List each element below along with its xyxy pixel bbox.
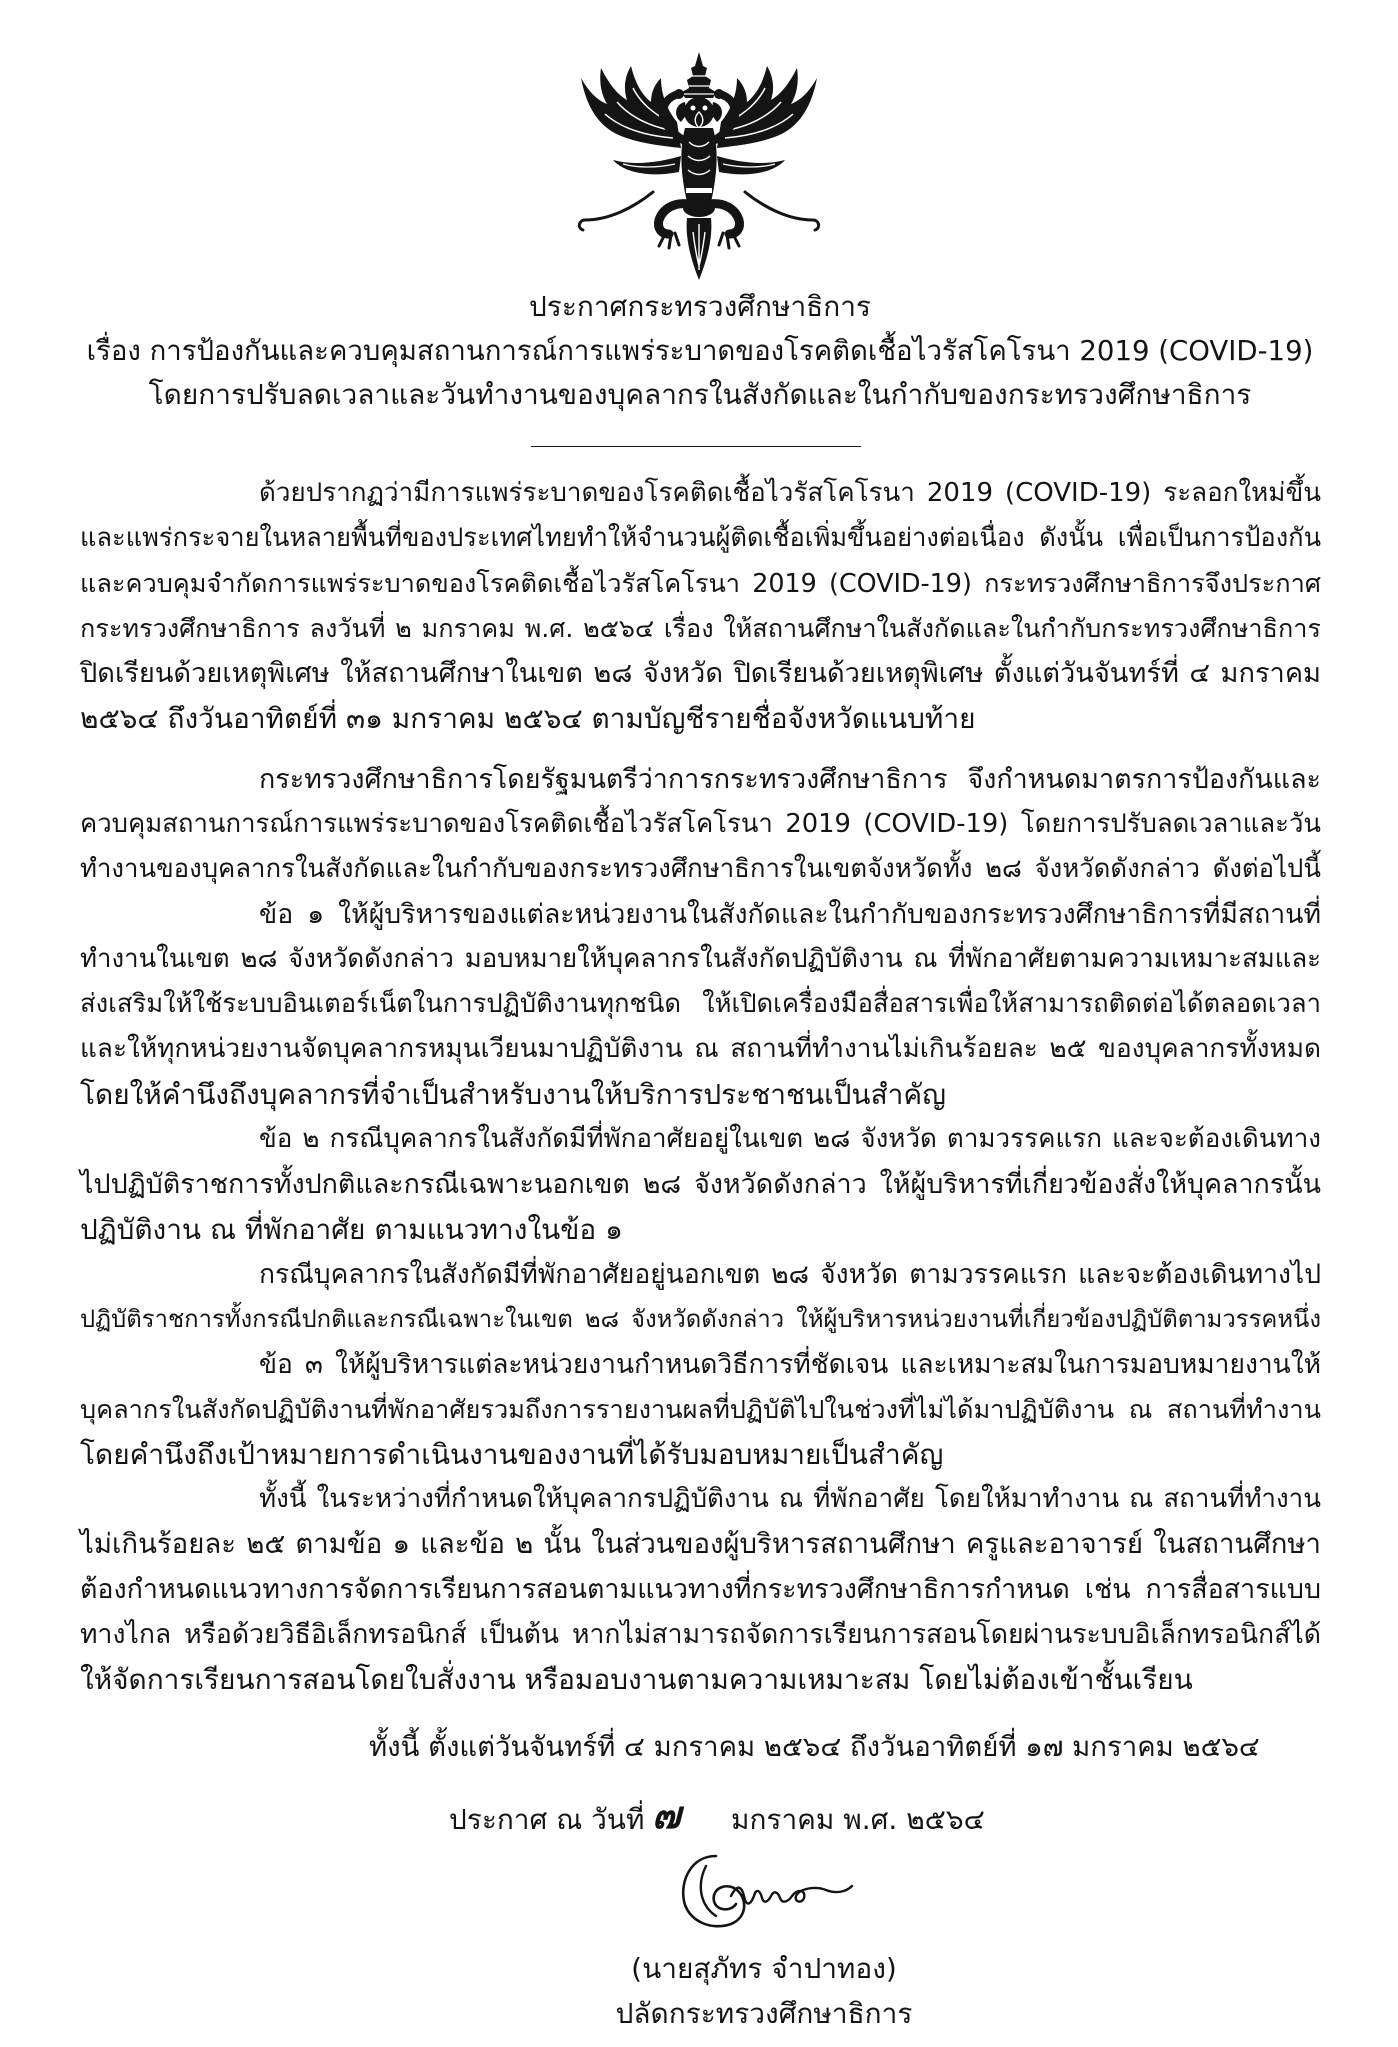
paragraph-line: ส่งเสริมให้ใช้ระบบอินเตอร์เน็ตในการปฏิบัติงานทุกชนิด ให้เปิดเครื่องมือสื่อสารเพื่อให้สามารถติดต่อได้ตลอดเวลา	[80, 989, 1321, 1019]
garuda-emblem	[569, 52, 829, 282]
paragraph-line: กรณีบุคลากรในสังกัดมีที่พักอาศัยอยู่นอกเขต ๒๘ จังหวัด ตามวรรคแรก และจะต้องเดินทางไป	[259, 1259, 1321, 1290]
paragraph-line: ปิดเรียนด้วยเหตุพิเศษ ให้สถานศึกษาในเขต ๒๘ จังหวัด ปิดเรียนด้วยเหตุพิเศษ ตั้งแต่วันจันทร์ที่ ๔ มกราคม	[80, 658, 1321, 689]
title-divider	[531, 446, 861, 447]
paragraph-line: กระทรวงศึกษาธิการ ลงวันที่ ๒ มกราคม พ.ศ. ๒๕๖๔ เรื่อง ให้สถานศึกษาในสังกัดและในกำกับกระทรวงศึกษาธิการ	[80, 614, 1321, 643]
announcement-date-day: ๗	[652, 1792, 681, 1837]
paragraph	[80, 1477, 1321, 1702]
garuda-left-half	[579, 66, 695, 248]
signatory-name: (นายสุภัทร จำปาทอง)	[631, 1952, 897, 1985]
paragraph-line: โดยคำนึงถึงเป้าหมายการดำเนินงานของงานที่ได้รับมอบหมายเป็นสำคัญ	[80, 1438, 944, 1471]
paragraph-line: ต้องกำหนดแนวทางการจัดการเรียนการสอนตามแนวทางที่กระทรวงศึกษาธิการกำหนด เช่น การสื่อสารแบบ	[80, 1574, 1321, 1605]
subject-line: เรื่อง การป้องกันและควบคุมสถานการณ์การแพร่ระบาดของโรคติดเชื้อไวรัสโคโรนา 2019 (COVID-19)	[86, 335, 1314, 367]
paragraph	[80, 1342, 1321, 1477]
paragraph-line: ข้อ ๓ ให้ผู้บริหารแต่ละหน่วยงานกำหนดวิธีการที่ชัดเจน และเหมาะสมในการมอบหมายงานให้	[259, 1349, 1321, 1380]
signature	[676, 1846, 856, 1936]
announcement-date-prefix: ประกาศ ณ วันที่	[449, 1803, 645, 1836]
paragraph	[80, 757, 1321, 892]
paragraph-line: ทางไกล หรือด้วยวิธีอิเล็กทรอนิกส์ เป็นต้น หากไม่สามารถจัดการเรียนการสอนโดยผ่านระบบอิเล็กทรอนิกส์ได้	[80, 1619, 1321, 1650]
paragraph	[80, 892, 1321, 1117]
paragraph-line: ทำงานของบุคลากรในสังกัดและในกำกับของกระทรวงศึกษาธิการในเขตจังหวัดทั้ง ๒๘ จังหวัดดังกล่าว ดังต่อไปนี้	[80, 854, 1321, 884]
paragraph	[80, 471, 1321, 741]
paragraph-line: ปฏิบัติราชการทั้งกรณีปกติและกรณีเฉพาะในเขต ๒๘ จังหวัดดังกล่าว ให้ผู้บริหารหน่วยงานที่เกี่ยวข้องปฏิบัติตามวรรคหนึ่ง	[80, 1305, 1321, 1333]
paragraph-line: ข้อ ๑ ให้ผู้บริหารของแต่ละหน่วยงานในสังกัดและในกำกับของกระทรวงศึกษาธิการที่มีสถานที่	[259, 899, 1321, 930]
paragraph-line: ไม่เกินร้อยละ ๒๕ ตามข้อ ๑ และข้อ ๒ นั้น ในส่วนของผู้บริหารสถานศึกษา ครูและอาจารย์ ในสถานศึกษา	[80, 1528, 1321, 1560]
paragraph-line: ควบคุมสถานการณ์การแพร่ระบาดของโรคติดเชื้อไวรัสโคโรนา 2019 (COVID-19) โดยการปรับลดเวลาและวัน	[80, 809, 1321, 839]
paragraph-line: บุคลากรในสังกัดปฏิบัติงานที่พักอาศัยรวมถึงการรายงานผลที่ปฏิบัติไปในช่วงที่ไม่ได้มาปฏิบัติงาน ณ สถานที่ทำงาน	[80, 1394, 1321, 1424]
paragraph-line: และควบคุมจำกัดการแพร่ระบาดของโรคติดเชื้อไวรัสโคโรนา 2019 (COVID-19) กระทรวงศึกษาธิการจึงประกาศ	[80, 568, 1321, 598]
paragraph	[80, 1117, 1321, 1252]
paragraph-line: ให้จัดการเรียนการสอนโดยใบสั่งงาน หรือมอบงานตามความเหมาะสม โดยไม่ต้องเข้าชั้นเรียน	[80, 1663, 1193, 1696]
paragraph-line: ไปปฏิบัติราชการทั้งปกติและกรณีเฉพาะนอกเขต ๒๘ จังหวัดดังกล่าว ให้ผู้บริหารที่เกี่ยวข้องสั่งให้บุคลากรนั้น	[80, 1169, 1321, 1200]
body-block-1	[80, 471, 1321, 741]
announcement-header	[80, 285, 1320, 417]
body-block-2	[80, 757, 1321, 1702]
paragraph-line: ปฏิบัติงาน ณ ที่พักอาศัย ตามแนวทางในข้อ ๑	[80, 1213, 623, 1246]
paragraph-line: และแพร่กระจายในหลายพื้นที่ของประเทศไทยทำให้จำนวนผู้ติดเชื้อเพิ่มขึ้นอย่างต่อเนื่อง ดังนั้น เพื่อเป็นการป้องกัน	[80, 523, 1321, 553]
paragraph-line: ทั้งนี้ ในระหว่างที่กำหนดให้บุคลากรปฏิบัติงาน ณ ที่พักอาศัย โดยให้มาทำงาน ณ สถานที่ทำงาน	[259, 1484, 1321, 1514]
signatory-position: ปลัดกระทรวงศึกษาธิการ	[615, 1997, 913, 2030]
paragraph-line: กระทรวงศึกษาธิการโดยรัฐมนตรีว่าการกระทรวงศึกษาธิการ จึงกำหนดมาตรการป้องกันและ	[259, 764, 1321, 795]
effective-period: ทั้งนี้ ตั้งแต่วันจันทร์ที่ ๔ มกราคม ๒๕๖๔ ถึงวันอาทิตย์ที่ ๑๗ มกราคม ๒๕๖๔	[369, 1731, 1260, 1763]
announcement-title: ประกาศกระทรวงศึกษาธิการ	[529, 290, 871, 323]
announcement-date-month-year: มกราคม พ.ศ. ๒๕๖๔	[731, 1803, 985, 1836]
paragraph-line: ทำงานในเขต ๒๘ จังหวัดดังกล่าว มอบหมายให้บุคลากรในสังกัดปฏิบัติงาน ณ ที่พักอาศัยตามความเหมาะสมและ	[80, 944, 1321, 974]
paragraph-line: และให้ทุกหน่วยงานจัดบุคลากรหมุนเวียนมาปฏิบัติงาน ณ สถานที่ทำงานไม่เกินร้อยละ ๒๕ ของบุคลากรทั้งหมด	[80, 1034, 1321, 1064]
subject-line: โดยการปรับลดเวลาและวันทำงานของบุคลากรในสังกัดและในกำกับของกระทรวงศึกษาธิการ	[148, 378, 1252, 411]
paragraph	[80, 1252, 1321, 1342]
paragraph-line: โดยให้คำนึงถึงบุคลากรที่จำเป็นสำหรับงานให้บริการประชาชนเป็นสำคัญ	[80, 1078, 946, 1111]
paragraph-line: ด้วยปรากฏว่ามีการแพร่ระบาดของโรคติดเชื้อไวรัสโคโรนา 2019 (COVID-19) ระลอกใหม่ขึ้น	[259, 478, 1321, 508]
paragraph-line: ข้อ ๒ กรณีบุคลากรในสังกัดมีที่พักอาศัยอยู่ในเขต ๒๘ จังหวัด ตามวรรคแรก และจะต้องเดินทาง	[259, 1124, 1321, 1154]
paragraph-line: ๒๕๖๔ ถึงวันอาทิตย์ที่ ๓๑ มกราคม ๒๕๖๔ ตามบัญชีรายชื่อจังหวัดแนบท้าย	[80, 702, 976, 735]
